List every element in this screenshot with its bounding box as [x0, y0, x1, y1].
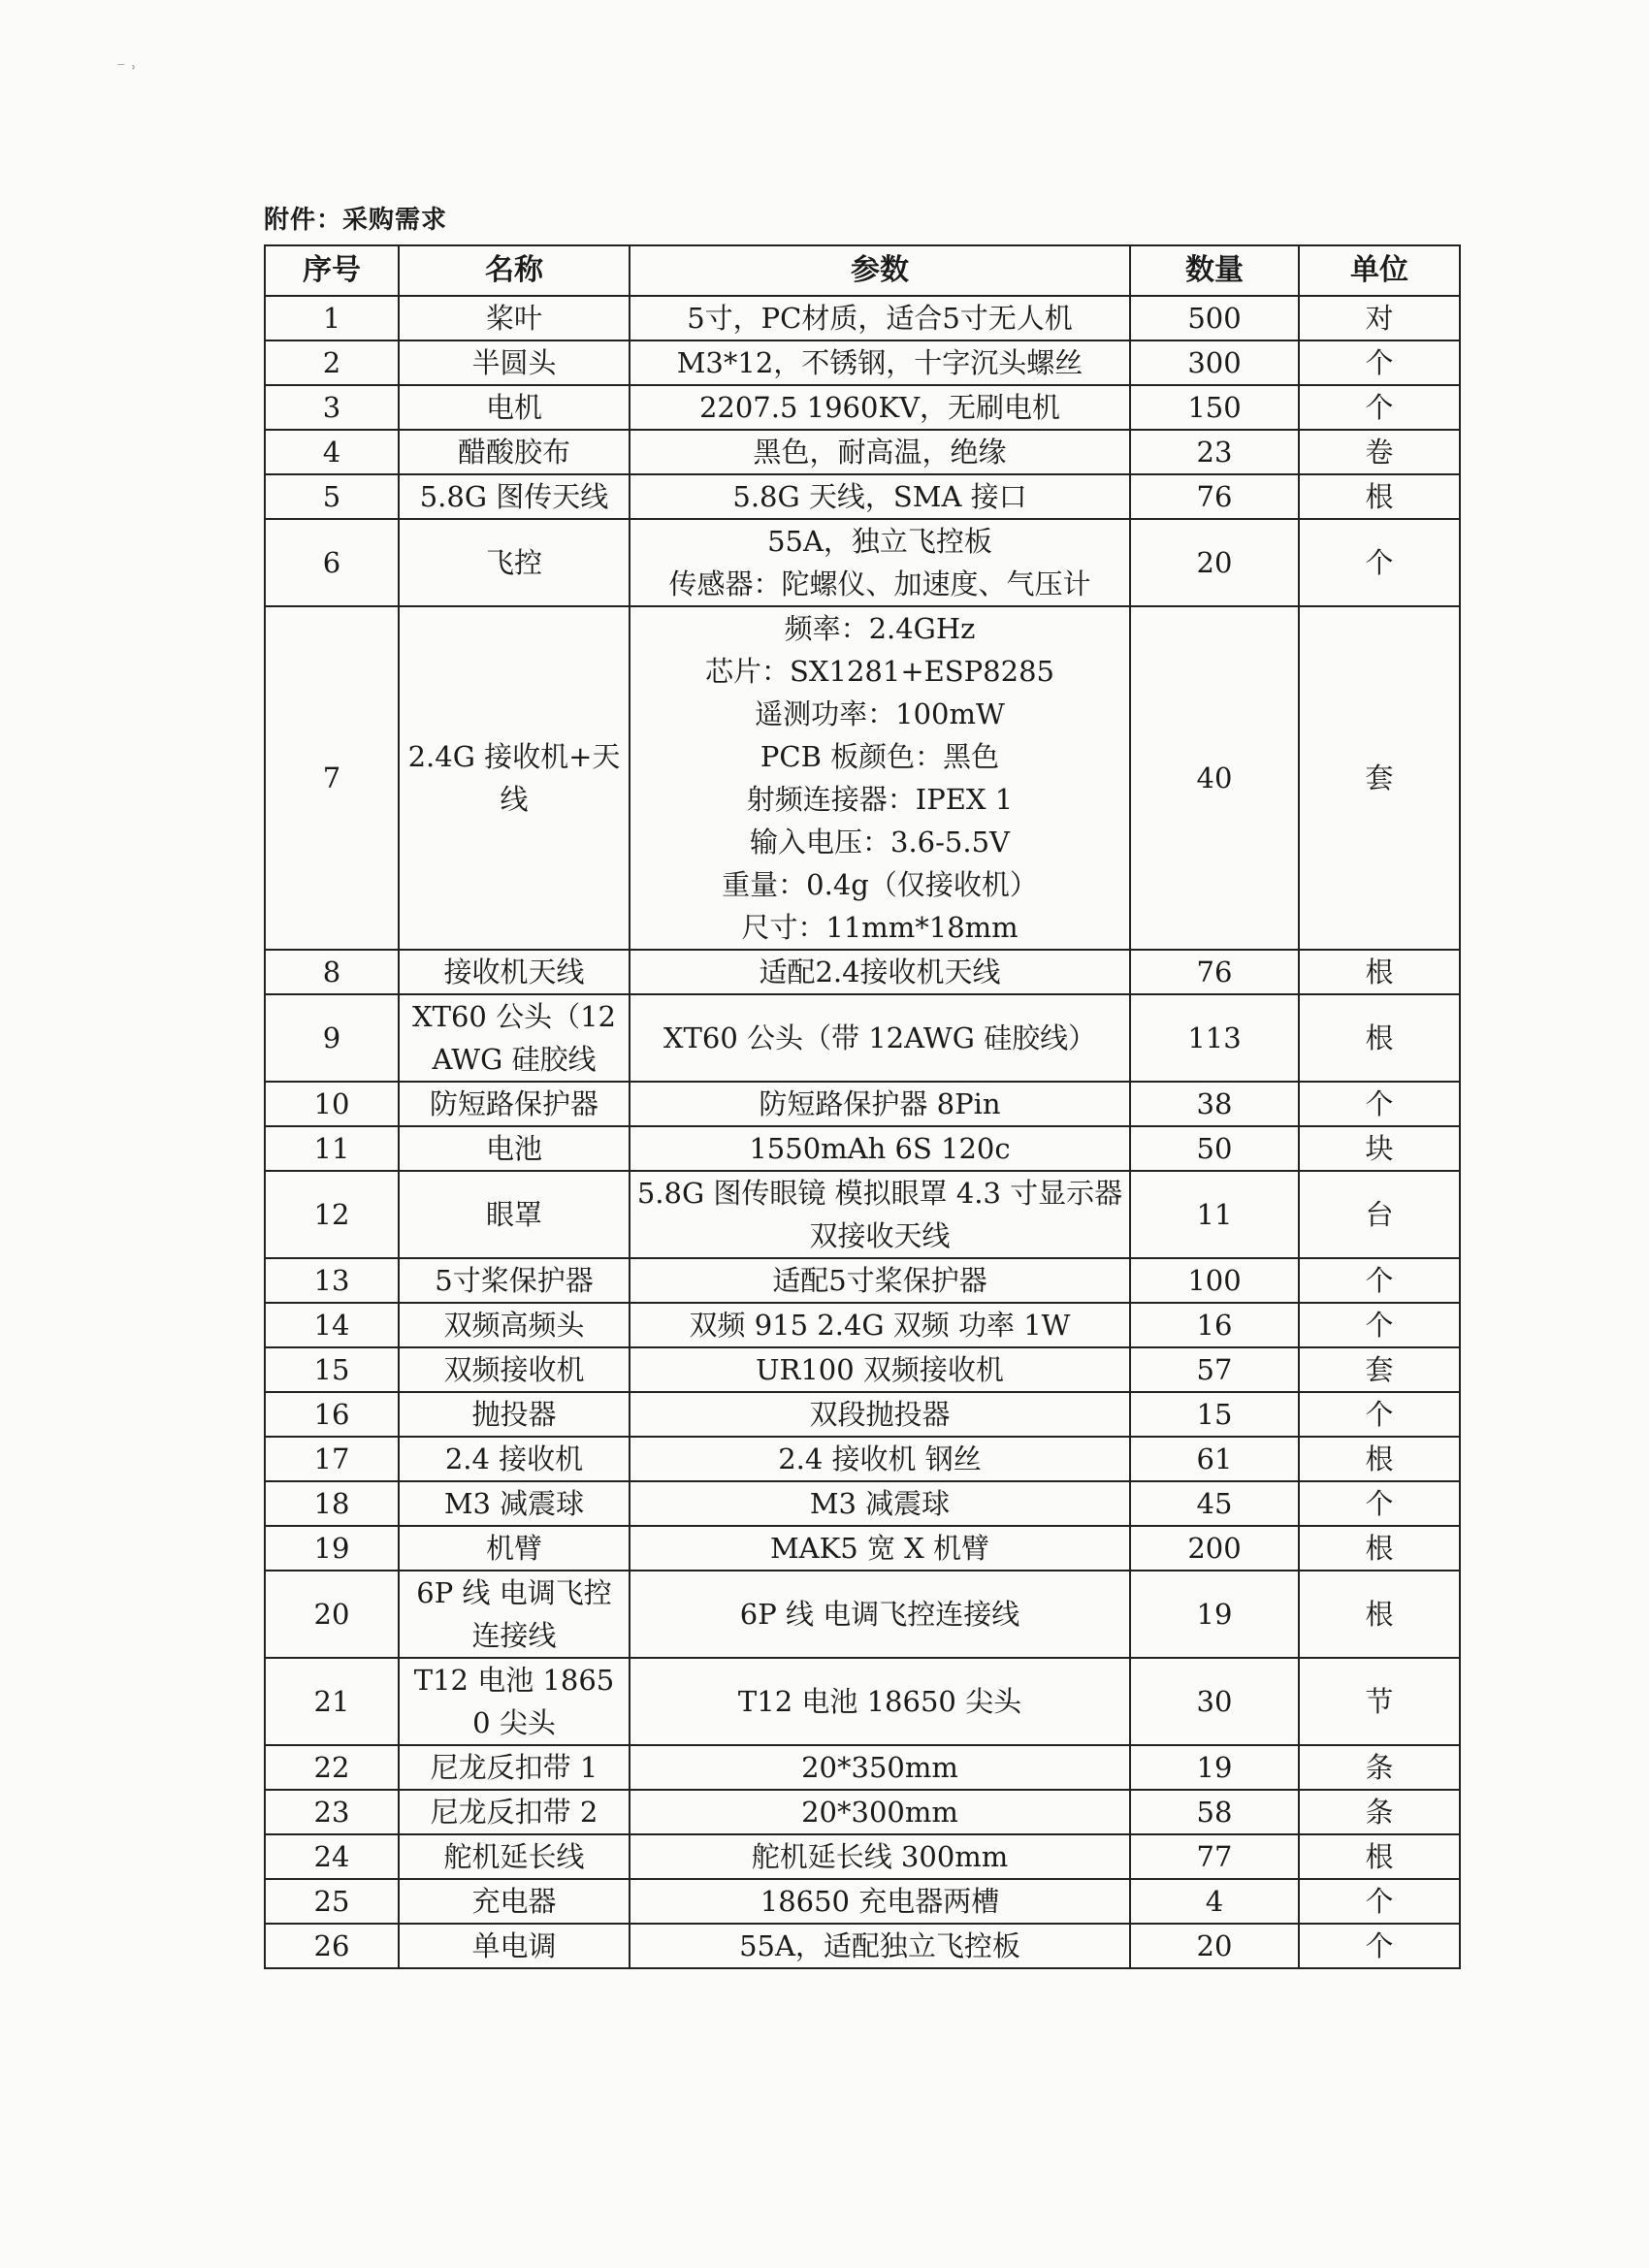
- param-line: UR100 双频接收机: [756, 1353, 1004, 1386]
- cell-name: 6P 线 电调飞控连接线: [399, 1571, 630, 1658]
- cell-name: 半圆头: [399, 340, 630, 385]
- header-params: 参数: [630, 245, 1130, 296]
- param-line: 尺寸：11mm*18mm: [741, 911, 1018, 944]
- cell-unit: 根: [1299, 1834, 1460, 1879]
- cell-params: [630, 950, 1130, 994]
- cell-name: 抛投器: [399, 1392, 630, 1437]
- cell-no: 17: [265, 1437, 399, 1481]
- cell-name: 5寸桨保护器: [399, 1258, 630, 1303]
- cell-no: 21: [265, 1658, 399, 1745]
- cell-qty: 20: [1130, 519, 1299, 606]
- param-line: 芯片：SX1281+ESP8285: [705, 655, 1054, 688]
- cell-qty: 30: [1130, 1658, 1299, 1745]
- cell-qty: 77: [1130, 1834, 1299, 1879]
- param-line: 适配2.4接收机天线: [759, 956, 1001, 988]
- param-line: 2.4 接收机 钢丝: [778, 1442, 982, 1475]
- param-line: 重量：0.4g（仅接收机）: [722, 868, 1038, 901]
- param-line: 20*350mm: [801, 1751, 958, 1784]
- cell-qty: 38: [1130, 1082, 1299, 1126]
- table-row: [265, 1790, 1460, 1834]
- procurement-table: [264, 244, 1461, 1969]
- cell-name: 充电器: [399, 1879, 630, 1924]
- cell-unit: 根: [1299, 994, 1460, 1082]
- cell-no: 5: [265, 474, 399, 519]
- cell-unit: 条: [1299, 1790, 1460, 1834]
- param-line: 传感器：陀螺仪、加速度、气压计: [668, 567, 1091, 600]
- cell-no: 20: [265, 1571, 399, 1658]
- header-name: 名称: [399, 245, 630, 296]
- cell-params: [630, 340, 1130, 385]
- cell-params: [630, 1571, 1130, 1658]
- cell-unit: 个: [1299, 1303, 1460, 1347]
- cell-unit: 根: [1299, 1437, 1460, 1481]
- param-line: 5.8G 图传眼镜 模拟眼罩 4.3 寸显示器 双接收天线: [636, 1177, 1123, 1252]
- table-row: [265, 1258, 1460, 1303]
- cell-qty: 58: [1130, 1790, 1299, 1834]
- cell-name: 5.8G 图传天线: [399, 474, 630, 519]
- table-row: [265, 1924, 1460, 1968]
- cell-params: [630, 1437, 1130, 1481]
- cell-name: 尼龙反扣带 1: [399, 1745, 630, 1790]
- cell-unit: 个: [1299, 340, 1460, 385]
- table-row: [265, 1392, 1460, 1437]
- cell-name: XT60 公头（12AWG 硅胶线: [399, 994, 630, 1082]
- table-row: [265, 430, 1460, 474]
- cell-unit: 套: [1299, 606, 1460, 950]
- cell-qty: 76: [1130, 474, 1299, 519]
- cell-no: 15: [265, 1347, 399, 1392]
- cell-unit: 套: [1299, 1347, 1460, 1392]
- cell-unit: 节: [1299, 1658, 1460, 1745]
- cell-no: 6: [265, 519, 399, 606]
- cell-no: 8: [265, 950, 399, 994]
- cell-no: 16: [265, 1392, 399, 1437]
- table-row: [265, 1437, 1460, 1481]
- cell-name: 电池: [399, 1126, 630, 1171]
- cell-name: 接收机天线: [399, 950, 630, 994]
- cell-qty: 300: [1130, 340, 1299, 385]
- cell-no: 9: [265, 994, 399, 1082]
- table-row: [265, 1126, 1460, 1171]
- cell-params: [630, 1745, 1130, 1790]
- cell-unit: 个: [1299, 519, 1460, 606]
- cell-params: [630, 1924, 1130, 1968]
- cell-qty: 4: [1130, 1879, 1299, 1924]
- cell-qty: 76: [1130, 950, 1299, 994]
- cell-no: 18: [265, 1481, 399, 1526]
- table-row: [265, 1745, 1460, 1790]
- param-line: 20*300mm: [801, 1796, 958, 1829]
- header-qty: 数量: [1130, 245, 1299, 296]
- cell-no: 22: [265, 1745, 399, 1790]
- cell-params: [630, 1126, 1130, 1171]
- table-row: [265, 1834, 1460, 1879]
- cell-no: 26: [265, 1924, 399, 1968]
- cell-qty: 23: [1130, 430, 1299, 474]
- cell-unit: 根: [1299, 474, 1460, 519]
- cell-no: 12: [265, 1171, 399, 1258]
- cell-params: [630, 1258, 1130, 1303]
- cell-qty: 16: [1130, 1303, 1299, 1347]
- param-line: 18650 充电器两槽: [760, 1885, 1000, 1918]
- param-line: 双段抛投器: [809, 1398, 951, 1431]
- cell-no: 2: [265, 340, 399, 385]
- cell-name: 桨叶: [399, 296, 630, 340]
- param-line: MAK5 宽 X 机臂: [769, 1532, 990, 1565]
- table-header-row: [265, 245, 1460, 296]
- cell-unit: 个: [1299, 1258, 1460, 1303]
- cell-unit: 对: [1299, 296, 1460, 340]
- cell-qty: 20: [1130, 1924, 1299, 1968]
- cell-no: 19: [265, 1526, 399, 1571]
- cell-unit: 块: [1299, 1126, 1460, 1171]
- cell-qty: 50: [1130, 1126, 1299, 1171]
- cell-unit: 根: [1299, 1526, 1460, 1571]
- cell-no: 14: [265, 1303, 399, 1347]
- cell-params: [630, 1303, 1130, 1347]
- table-row: [265, 1171, 1460, 1258]
- table-row: [265, 606, 1460, 950]
- param-line: 5.8G 天线，SMA 接口: [732, 480, 1027, 513]
- table-row: [265, 1347, 1460, 1392]
- cell-no: 11: [265, 1126, 399, 1171]
- param-line: 双频 915 2.4G 双频 功率 1W: [689, 1309, 1071, 1342]
- param-line: 射频连接器：IPEX 1: [746, 783, 1014, 816]
- cell-params: [630, 1347, 1130, 1392]
- cell-name: M3 减震球: [399, 1481, 630, 1526]
- cell-name: 防短路保护器: [399, 1082, 630, 1126]
- cell-no: 7: [265, 606, 399, 950]
- cell-qty: 57: [1130, 1347, 1299, 1392]
- cell-params: [630, 1834, 1130, 1879]
- param-line: 输入电压：3.6-5.5V: [750, 826, 1010, 859]
- cell-no: 3: [265, 385, 399, 430]
- cell-qty: 61: [1130, 1437, 1299, 1481]
- table-row: [265, 1303, 1460, 1347]
- cell-params: [630, 994, 1130, 1082]
- cell-name: 机臂: [399, 1526, 630, 1571]
- cell-params: [630, 430, 1130, 474]
- cell-params: [630, 1171, 1130, 1258]
- cell-params: [630, 1082, 1130, 1126]
- cell-name: 2.4 接收机: [399, 1437, 630, 1481]
- cell-unit: 个: [1299, 1924, 1460, 1968]
- param-line: T12 电池 18650 尖头: [737, 1685, 1022, 1718]
- scan-speck: ⁻ ˒: [116, 58, 137, 79]
- cell-params: [630, 519, 1130, 606]
- cell-unit: 个: [1299, 1481, 1460, 1526]
- table-row: [265, 1879, 1460, 1924]
- cell-name: 舵机延长线: [399, 1834, 630, 1879]
- table-row: [265, 1658, 1460, 1745]
- cell-params: [630, 1392, 1130, 1437]
- cell-qty: 40: [1130, 606, 1299, 950]
- cell-qty: 11: [1130, 1171, 1299, 1258]
- table-row: [265, 519, 1460, 606]
- cell-no: 1: [265, 296, 399, 340]
- cell-qty: 15: [1130, 1392, 1299, 1437]
- cell-name: 单电调: [399, 1924, 630, 1968]
- cell-name: 醋酸胶布: [399, 430, 630, 474]
- cell-name: 双频高频头: [399, 1303, 630, 1347]
- param-line: 55A，适配独立飞控板: [739, 1929, 1020, 1962]
- table-row: [265, 950, 1460, 994]
- header-unit: 单位: [1299, 245, 1460, 296]
- cell-no: 10: [265, 1082, 399, 1126]
- cell-qty: 200: [1130, 1526, 1299, 1571]
- cell-name: 2.4G 接收机+天线: [399, 606, 630, 950]
- table-body: [265, 296, 1460, 1968]
- param-line: 55A，独立飞控板: [767, 525, 992, 558]
- param-line: M3 减震球: [809, 1487, 951, 1520]
- param-line: 适配5寸桨保护器: [772, 1264, 987, 1297]
- cell-qty: 45: [1130, 1481, 1299, 1526]
- cell-qty: 113: [1130, 994, 1299, 1082]
- cell-params: [630, 1879, 1130, 1924]
- param-line: PCB 板颜色：黑色: [760, 740, 1000, 773]
- cell-no: 24: [265, 1834, 399, 1879]
- param-line: 舵机延长线 300mm: [751, 1840, 1009, 1873]
- page-title: 附件：采购需求: [264, 206, 448, 235]
- table-row: [265, 1481, 1460, 1526]
- param-line: 黑色，耐高温，绝缘: [753, 436, 1007, 469]
- cell-unit: 台: [1299, 1171, 1460, 1258]
- cell-name: 尼龙反扣带 2: [399, 1790, 630, 1834]
- table-row: [265, 994, 1460, 1082]
- cell-unit: 根: [1299, 1571, 1460, 1658]
- table-row: [265, 474, 1460, 519]
- header-no: 序号: [265, 245, 399, 296]
- cell-qty: 19: [1130, 1571, 1299, 1658]
- param-line: M3*12，不锈钢，十字沉头螺丝: [676, 346, 1083, 379]
- cell-unit: 个: [1299, 1392, 1460, 1437]
- cell-name: 眼罩: [399, 1171, 630, 1258]
- cell-no: 23: [265, 1790, 399, 1834]
- cell-unit: 根: [1299, 950, 1460, 994]
- cell-name: T12 电池 18650 尖头: [399, 1658, 630, 1745]
- cell-unit: 卷: [1299, 430, 1460, 474]
- cell-unit: 个: [1299, 1082, 1460, 1126]
- cell-qty: 19: [1130, 1745, 1299, 1790]
- param-line: XT60 公头（带 12AWG 硅胶线）: [663, 1021, 1097, 1054]
- cell-no: 25: [265, 1879, 399, 1924]
- cell-name: 电机: [399, 385, 630, 430]
- cell-unit: 个: [1299, 385, 1460, 430]
- param-line: 1550mAh 6S 120c: [749, 1132, 1011, 1165]
- param-line: 2207.5 1960KV，无刷电机: [698, 391, 1061, 424]
- cell-params: [630, 1658, 1130, 1745]
- table-row: [265, 1526, 1460, 1571]
- cell-no: 13: [265, 1258, 399, 1303]
- param-line: 5寸，PC材质，适合5寸无人机: [687, 302, 1073, 335]
- cell-name: 双频接收机: [399, 1347, 630, 1392]
- cell-params: [630, 385, 1130, 430]
- param-line: 防短路保护器 8Pin: [759, 1087, 1001, 1120]
- table-row: [265, 1571, 1460, 1658]
- cell-params: [630, 1526, 1130, 1571]
- cell-params: [630, 474, 1130, 519]
- table-row: [265, 340, 1460, 385]
- cell-qty: 500: [1130, 296, 1299, 340]
- param-line: 频率：2.4GHz: [784, 612, 976, 645]
- cell-qty: 100: [1130, 1258, 1299, 1303]
- table-row: [265, 385, 1460, 430]
- param-line: 遥测功率：100mW: [755, 697, 1005, 730]
- cell-params: [630, 606, 1130, 950]
- cell-params: [630, 1790, 1130, 1834]
- cell-params: [630, 296, 1130, 340]
- table-row: [265, 1082, 1460, 1126]
- cell-no: 4: [265, 430, 399, 474]
- cell-unit: 个: [1299, 1879, 1460, 1924]
- cell-qty: 150: [1130, 385, 1299, 430]
- cell-unit: 条: [1299, 1745, 1460, 1790]
- cell-params: [630, 1481, 1130, 1526]
- table-row: [265, 296, 1460, 340]
- cell-name: 飞控: [399, 519, 630, 606]
- param-line: 6P 线 电调飞控连接线: [739, 1598, 1020, 1631]
